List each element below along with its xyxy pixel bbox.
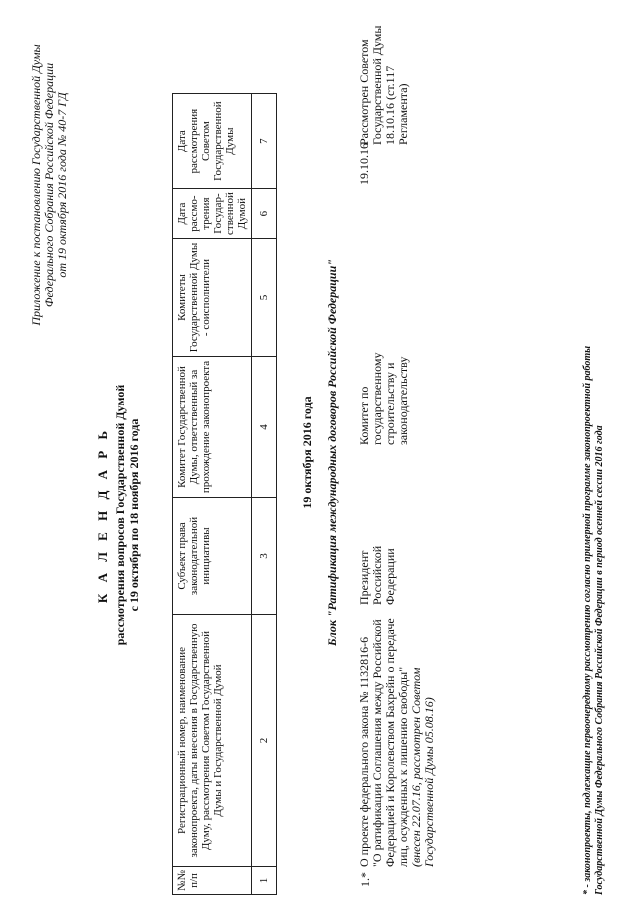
- footnote-line-1: * - законопроекты, подлежащие первоочередному рассмотрению согласно примерной программе законопроектной работы: [582, 345, 593, 895]
- bill-number: О проекте федерального закона № 1132816-6: [357, 636, 371, 867]
- column-number: 3: [252, 498, 277, 615]
- block-title: Блок "Ратификация международных договоров Российской Федерации": [325, 259, 339, 646]
- calendar-table: [172, 93, 277, 895]
- table-header-row: [173, 94, 252, 895]
- appendix-line-1: Приложение к постановлению Государственной Думы: [29, 44, 43, 326]
- header-committee: Комитет Государственной Думы, ответственный за прохождение законопроекта: [173, 357, 252, 498]
- header-bill: Регистрационный номер, наименование законопроекта, даты внесения в Государственную Думу, рассмотрения Советом Государственной Думы и Государственной Думой: [173, 615, 252, 867]
- header-duma-date: Дата рассмо-трения Государ-ственной Думой: [173, 189, 252, 239]
- column-number: 5: [252, 239, 277, 357]
- footnote-line-2: Государственной Думы Федерального Собрания Российской Федерации в период осенней сессии 2016 года: [594, 425, 605, 895]
- item-committee: Комитет по государственному строительству и законодательству: [357, 352, 410, 445]
- appendix-line-2: Федерального Собрания Российской Федерации: [42, 62, 56, 308]
- header-co-committees: Комитеты Государственной Думы - соисполнители: [173, 239, 252, 357]
- column-number: 6: [252, 189, 277, 239]
- column-number: 7: [252, 94, 277, 189]
- bill-title: "О ратификации Соглашения между Российской Федерацией и Королевством Бахрейн о передаче лиц, осужденных к лишению свободы": [370, 618, 410, 867]
- appendix-line-3: от 19 октября 2016 года № 40-7 ГД: [55, 92, 69, 278]
- header-number: №№ п/п: [173, 867, 252, 895]
- item-description: [358, 617, 436, 867]
- column-number-row: [252, 94, 277, 895]
- item-duma-date: 19.10.16: [357, 143, 371, 185]
- header-subject: Субъект права законодательной инициативы: [173, 498, 252, 615]
- bill-note: (внесен 22.07.16, рассмотрен Советом Государственной Думы 05.08.16): [409, 667, 436, 867]
- footnote: [582, 15, 606, 895]
- column-number: 4: [252, 357, 277, 498]
- item-council-status: Рассмотрен Советом Государственной Думы 18.10.16 (ст.117 Регламента): [357, 25, 410, 145]
- column-number: 2: [252, 615, 277, 867]
- calendar-period: с 19 октября по 18 ноября 2016 года: [127, 418, 141, 612]
- appendix-header: [30, 25, 69, 345]
- date-heading: 19 октября 2016 года: [300, 396, 314, 509]
- header-council-date: Дата рассмотрения Советом Государственной Думы: [173, 94, 252, 189]
- item-number: 1.*: [358, 872, 372, 887]
- calendar-subtitle: рассмотрения вопросов Государственной Думой: [113, 384, 127, 646]
- column-number: 1: [252, 867, 277, 895]
- item-subject: Президент Российской Федерации: [357, 545, 397, 605]
- calendar-title: К А Л Е Н Д А Р Ь: [95, 426, 110, 604]
